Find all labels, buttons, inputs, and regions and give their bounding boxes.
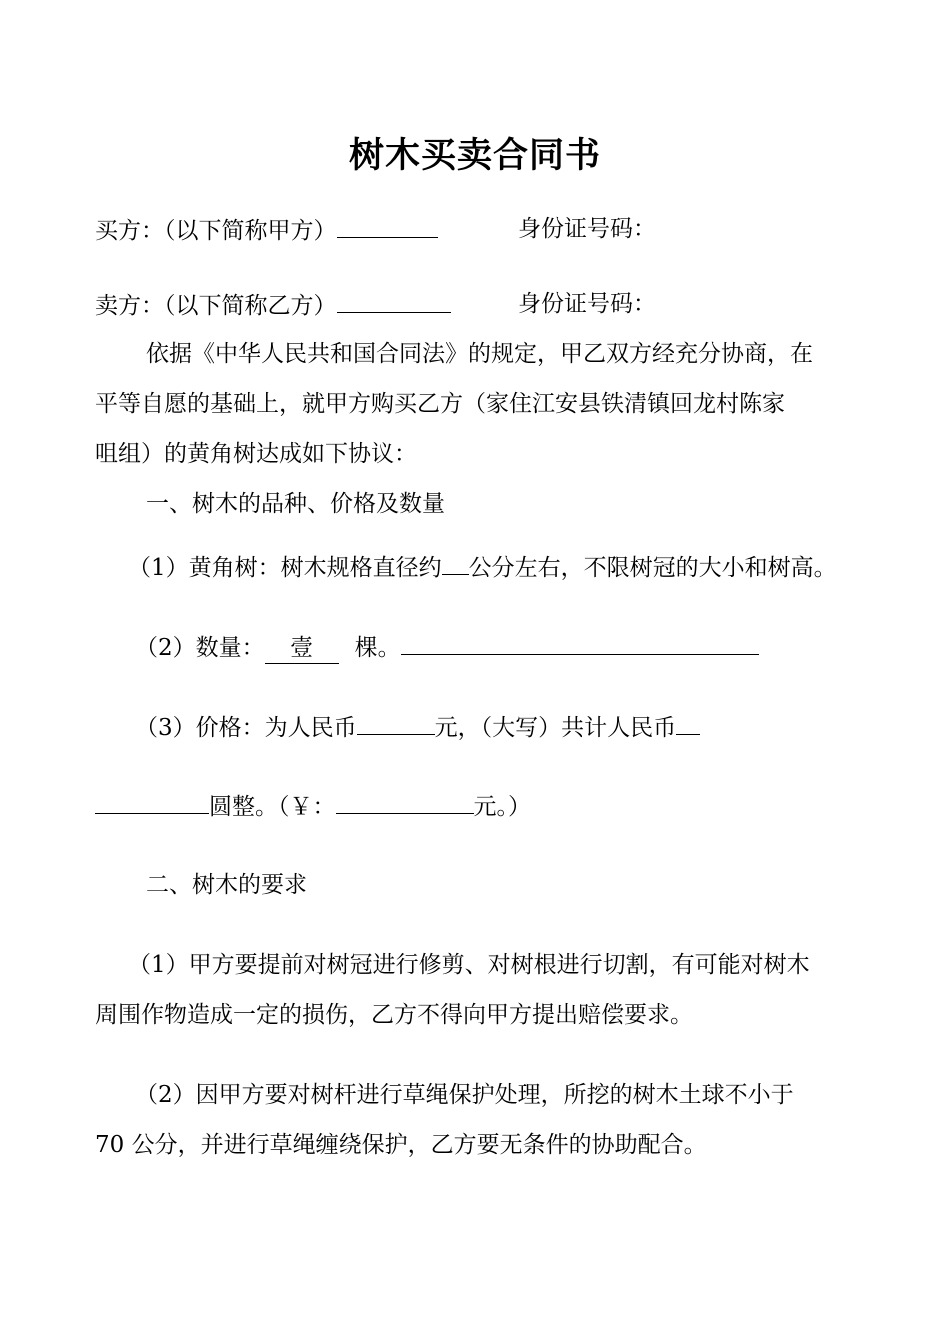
seller-line (95, 289, 451, 321)
section2-item1-line1: （1）甲方要提前对树冠进行修剪、对树根进行切割，有可能对树木 (128, 952, 810, 978)
section1-item3 (135, 711, 700, 743)
section2-item2-line1: （2）因甲方要对树杆进行草绳保护处理，所挖的树木土球不小于 (135, 1082, 794, 1108)
price-yuan-blank (336, 790, 474, 814)
section2-heading: 二、树木的要求 (146, 872, 307, 898)
seller-name-blank (337, 289, 451, 313)
intro-line-1: 依据《中华人民共和国合同法》的规定，甲乙双方经充分协商，在 (146, 341, 813, 367)
buyer-name-blank (337, 214, 438, 238)
section2-item2-line2: 70 公分，并进行草绳缠绕保护，乙方要无条件的协助配合。 (95, 1132, 707, 1158)
intro-line-2: 平等自愿的基础上，就甲方购买乙方（家住江安县铁清镇回龙村陈家 (95, 391, 785, 417)
item3-text-b: 元，（大写）共计人民币 (434, 715, 677, 741)
quantity-note-blank (401, 631, 759, 655)
price-words-blank (95, 790, 209, 814)
section1-item1 (128, 551, 837, 583)
seller-label: 卖方：（以下简称乙方） (95, 293, 337, 319)
buyer-line (95, 214, 438, 246)
seller-id-label: 身份证号码： (518, 291, 656, 317)
section1-item3-cont (95, 790, 531, 822)
diameter-blank (442, 551, 469, 575)
item1-text-b: 公分左右，不限树冠的大小和树高。 (468, 555, 837, 581)
item2-text-b: 棵。 (354, 635, 401, 661)
item2-text-a: （2）数量： (135, 635, 265, 661)
buyer-label: 买方：（以下简称甲方） (95, 218, 337, 244)
section2-item1-line2: 周围作物造成一定的损伤，乙方不得向甲方提出赔偿要求。 (95, 1002, 693, 1028)
section1-item2 (135, 631, 759, 664)
item3-text-d: 元。） (473, 794, 531, 820)
item3-text-c: 圆整。（￥： (209, 794, 336, 820)
item1-text-a: （1）黄角树：树木规格直径约 (128, 555, 442, 581)
price-words-blank-start (676, 711, 700, 735)
price-blank (357, 711, 435, 735)
quantity-value: 壹 (265, 633, 339, 664)
section1-heading: 一、树木的品种、价格及数量 (146, 491, 445, 517)
intro-line-3: 咀组）的黄角树达成如下协议： (95, 441, 417, 467)
document-title: 树木买卖合同书 (348, 136, 601, 176)
item3-text-a: （3）价格：为人民币 (135, 715, 357, 741)
buyer-id-label: 身份证号码： (518, 216, 656, 242)
